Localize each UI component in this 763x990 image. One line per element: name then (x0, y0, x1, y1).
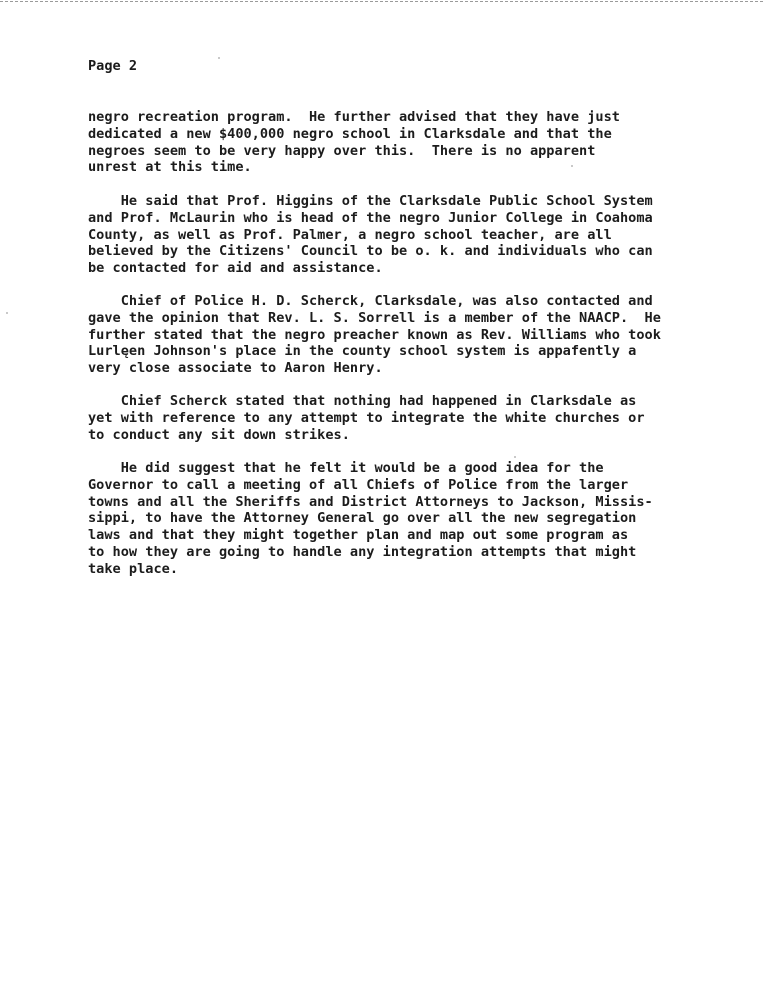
text-line: laws and that they might together plan and map out some program as (88, 527, 629, 544)
paragraph-1 (88, 109, 620, 176)
page-number-label: Page 2 (88, 58, 138, 74)
scan-speck (571, 165, 573, 167)
text-line: towns and all the Sheriffs and District Attorneys to Jackson, Missis- (88, 493, 653, 510)
text-line: believed by the Citizens' Council to be o. k. and individuals who can (88, 243, 653, 260)
text-line: Governor to call a meeting of all Chiefs of Police from the larger (88, 476, 629, 493)
text-line: negro recreation program. He further advised that they have just (88, 109, 620, 125)
paragraph-4 (88, 393, 645, 443)
text-line: take place. (88, 560, 179, 577)
scan-speck (6, 312, 8, 314)
text-line: dedicated a new $400,000 negro school in Clarksdale and that the (88, 125, 612, 142)
scan-speck (218, 57, 220, 59)
paragraph-3 (88, 293, 661, 377)
text-line: very close associate to Aaron Henry. (88, 360, 383, 377)
text-line: unrest at this time. (88, 159, 252, 176)
text-line: Chief of Police H. D. Scherck, Clarksdale, was also contacted and (88, 293, 653, 309)
page-top-edge (0, 1, 763, 2)
scan-speck (514, 456, 516, 458)
text-line: to conduct any sit down strikes. (88, 426, 350, 443)
text-line: be contacted for aid and assistance. (88, 260, 383, 277)
text-line: gave the opinion that Rev. L. S. Sorrell is a member of the NAACP. He (88, 309, 661, 326)
text-line: negroes seem to be very happy over this. There is no apparent (88, 142, 596, 159)
text-line: He said that Prof. Higgins of the Clarksdale Public School System (88, 193, 653, 209)
text-line: further stated that the negro preacher known as Rev. Williams who took (88, 326, 661, 343)
text-line: Chief Scherck stated that nothing had happened in Clarksdale as (88, 393, 637, 409)
text-line: He did suggest that he felt it would be a good idea for the (88, 460, 604, 476)
text-line: to how they are going to handle any integration attempts that might (88, 543, 637, 560)
text-line: Lurlęen Johnson's place in the county school system is appafently a (88, 343, 637, 360)
text-line: yet with reference to any attempt to integrate the white churches or (88, 409, 645, 426)
paragraph-2 (88, 193, 653, 277)
text-line: sippi, to have the Attorney General go over all the new segregation (88, 510, 637, 527)
text-line: County, as well as Prof. Palmer, a negro school teacher, are all (88, 226, 612, 243)
paragraph-5 (88, 460, 653, 578)
text-line: and Prof. McLaurin who is head of the negro Junior College in Coahoma (88, 209, 653, 226)
